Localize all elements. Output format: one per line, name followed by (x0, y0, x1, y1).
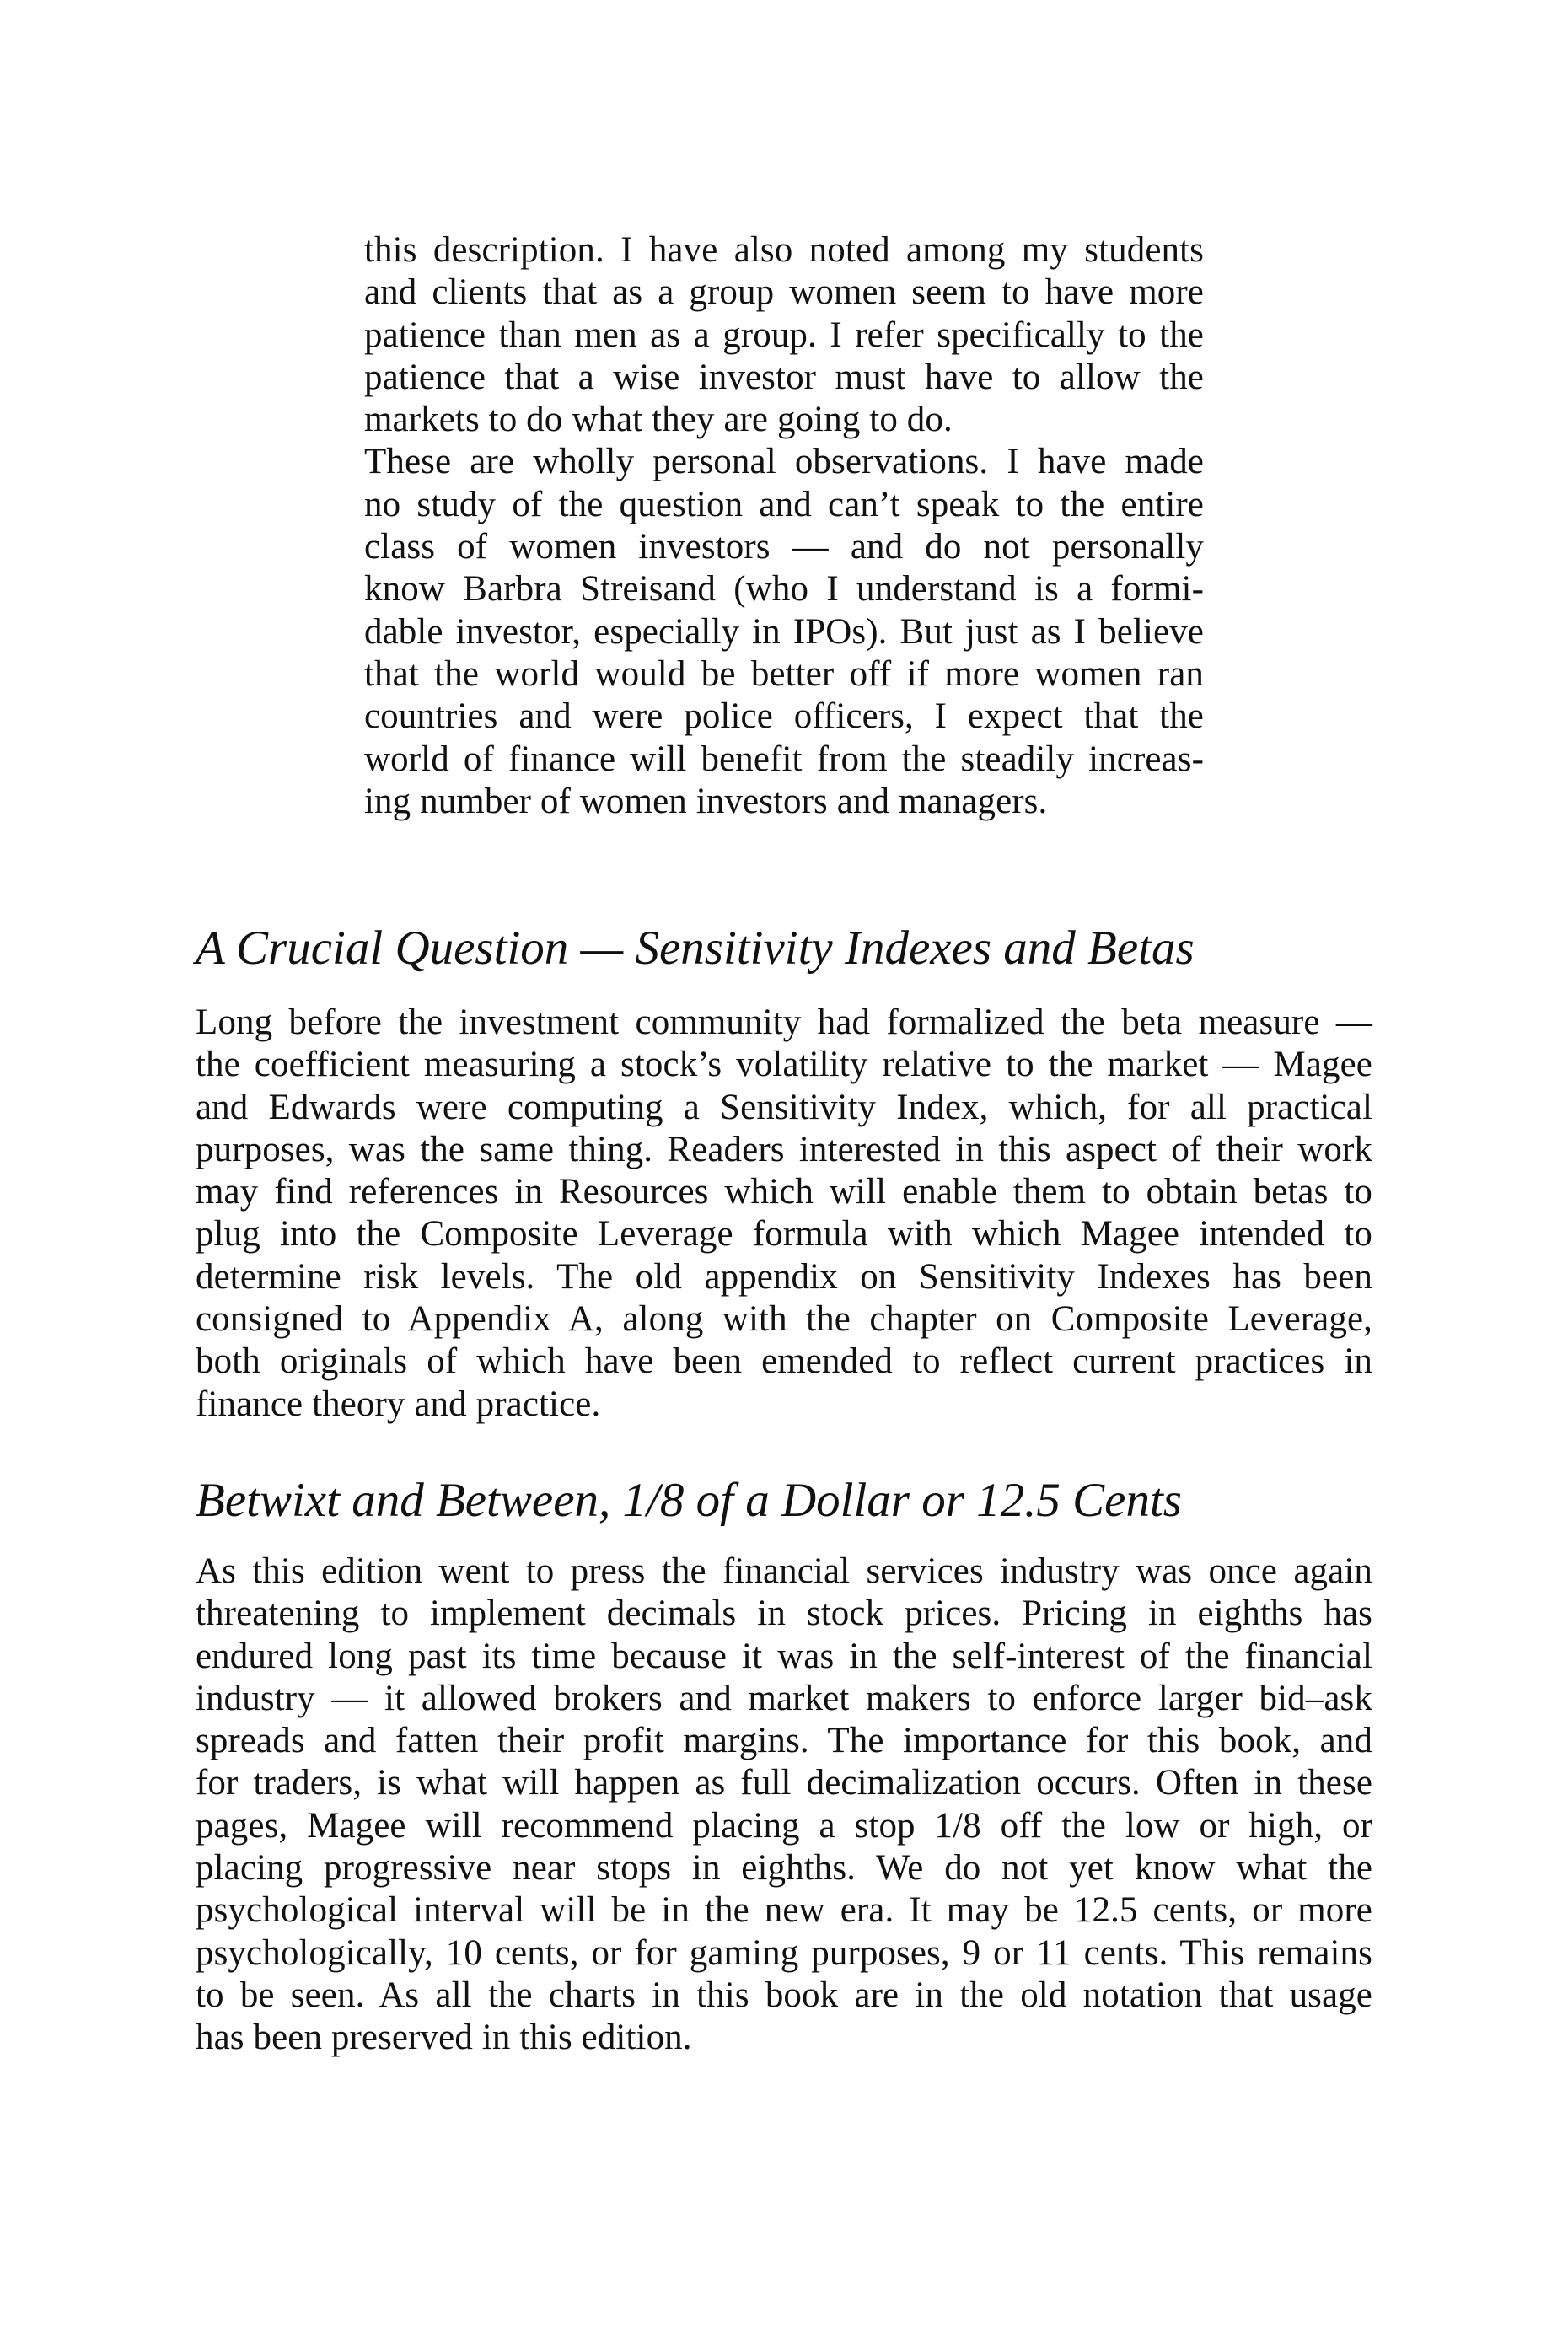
text-line: determine risk levels. The old appendix on Sensitivity Indexes has been (196, 1256, 1372, 1297)
paragraph (364, 441, 1204, 823)
text-line: Long before the investment community had formalized the beta measure — (196, 1002, 1372, 1042)
text-line: industry — it allowed brokers and market makers to enforce larger bid–ask (196, 1678, 1372, 1718)
paragraph (364, 229, 1204, 441)
text-line: As this edition went to press the financial services industry was once again (196, 1551, 1372, 1591)
text-line: purposes, was the same thing. Readers interested in this aspect of their work (196, 1129, 1372, 1169)
text-line: plug into the Composite Leverage formula with which Magee intended to (196, 1214, 1372, 1255)
text-line: know Barbra Streisand (who I understand is a formi- (364, 569, 1204, 610)
indented-text-block (364, 229, 1204, 823)
text-line: markets to do what they are going to do. (364, 400, 953, 440)
paragraph (196, 1550, 1372, 2060)
text-line: countries and were police officers, I expect that the (364, 696, 1204, 737)
text-line: class of women investors — and do not personally (364, 527, 1204, 567)
text-line: endured long past its time because it was in the self-interest of the financial (196, 1636, 1372, 1676)
text-line: patience than men as a group. I refer specifically to the (364, 314, 1204, 355)
text-line: threatening to implement decimals in stock prices. Pricing in eighths has (196, 1593, 1372, 1634)
text-line: the coefficient measuring a stock’s volatility relative to the market — Magee (196, 1045, 1372, 1085)
text-line: that the world would be better off if more women ran (364, 653, 1204, 694)
text-line: this description. I have also noted among my students (364, 230, 1204, 270)
text-line: has been preserved in this edition. (196, 2018, 692, 2058)
section-heading: Betwixt and Between, 1/8 of a Dollar or 12.5 Cents (196, 1474, 1182, 1527)
text-line: dable investor, especially in IPOs). But just as I believe (364, 611, 1204, 652)
text-line: placing progressive near stops in eighths. We do not yet know what the (196, 1848, 1372, 1889)
section-sensitivity-indexes (196, 919, 1372, 1426)
text-line: may find references in Resources which will enable them to obtain betas to (196, 1172, 1372, 1212)
text-line: These are wholly personal observations. I have made (364, 442, 1204, 482)
text-line: and Edwards were computing a Sensitivity Index, which, for all practical (196, 1087, 1372, 1127)
text-line: no study of the question and can’t speak to the entire (364, 484, 1204, 524)
text-line: for traders, is what will happen as full decimalization occurs. Often in these (196, 1763, 1372, 1803)
text-line: ing number of women investors and managers. (364, 781, 1048, 821)
text-line: both originals of which have been emended to reflect current practices in (196, 1341, 1372, 1382)
text-line: pages, Magee will recommend placing a stop 1/8 off the low or high, or (196, 1805, 1372, 1846)
text-line: world of finance will benefit from the steadily increas- (364, 739, 1204, 779)
text-line: psychologically, 10 cents, or for gaming purposes, 9 or 11 cents. This remains (196, 1932, 1372, 1973)
text-line: psychological interval will be in the new era. It may be 12.5 cents, or more (196, 1890, 1372, 1931)
section-decimalization (196, 1471, 1372, 2060)
text-line: consigned to Appendix A, along with the chapter on Composite Leverage, (196, 1299, 1372, 1340)
text-line: spreads and fatten their profit margins. The importance for this book, and (196, 1721, 1372, 1761)
text-line: finance theory and practice. (196, 1384, 601, 1424)
paragraph (196, 1002, 1372, 1426)
section-heading: A Crucial Question — Sensitivity Indexes and Betas (196, 922, 1195, 975)
text-line: patience that a wise investor must have to allow the (364, 357, 1204, 397)
text-line: to be seen. As all the charts in this book are in the old notation that usage (196, 1975, 1372, 2015)
text-line: and clients that as a group women seem to have more (364, 272, 1204, 313)
